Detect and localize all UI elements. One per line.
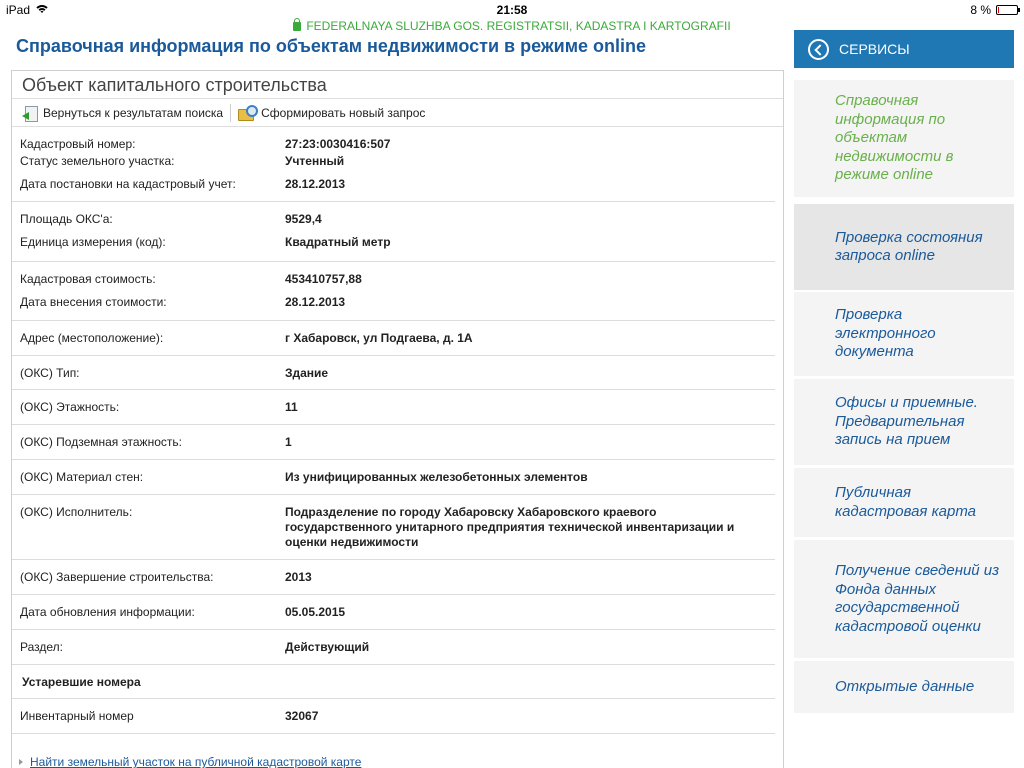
detail-row xyxy=(12,495,775,560)
new-query-label: Сформировать новый запрос xyxy=(261,105,426,120)
detail-label: (ОКС) Завершение строительства: xyxy=(20,570,214,584)
detail-label: (ОКС) Материал стен: xyxy=(20,470,144,484)
panel-toolbar xyxy=(12,99,783,127)
object-details xyxy=(12,127,783,734)
new-query-button[interactable] xyxy=(234,102,429,124)
sidebar-item-valuation-fund[interactable] xyxy=(794,540,1014,658)
detail-row xyxy=(12,699,775,734)
detail-value: Из унифицированных железобетонных элементов xyxy=(285,470,588,484)
sidebar-item-reference-info[interactable] xyxy=(794,80,1014,197)
sidebar-item-label: Получение сведений из Фонда данных государственной кадастровой оценки xyxy=(835,562,1000,635)
detail-row xyxy=(12,177,775,202)
sidebar-item-label: Публичная кадастровая карта xyxy=(835,484,977,520)
panel-heading: Объект капитального строительства xyxy=(12,71,783,99)
battery-fill xyxy=(998,7,999,13)
detail-value: Действующий xyxy=(285,640,370,654)
detail-value: Квадратный метр xyxy=(285,235,391,249)
detail-value: г Хабаровск, ул Подгаева, д. 1А xyxy=(285,331,473,345)
device-name: iPad xyxy=(6,3,31,17)
page-title: Справочная информация по объектам недвижимости в режиме online xyxy=(16,36,647,56)
detail-value: 11 xyxy=(285,400,298,414)
toolbar-divider xyxy=(230,104,231,122)
detail-value: Учтенный xyxy=(285,154,345,168)
detail-value: 453410757,88 xyxy=(285,272,362,286)
back-to-results-label: Вернуться к результатам поиска xyxy=(43,105,224,120)
detail-row xyxy=(12,262,783,295)
detail-label: (ОКС) Подземная этажность: xyxy=(20,435,182,449)
sidebar-item-request-status[interactable] xyxy=(794,204,1014,290)
detail-value: Подразделение по городу Хабаровску Хабаровского краевого государственного унитарного предприятия технической инвентаризации и оценки недвижимости xyxy=(285,505,735,549)
detail-value: 32067 xyxy=(285,709,319,723)
detail-label: (ОКС) Исполнитель: xyxy=(20,505,133,519)
detail-row xyxy=(12,390,775,425)
sidebar-item-public-map[interactable] xyxy=(794,468,1014,537)
sidebar-item-offices[interactable] xyxy=(794,379,1014,465)
detail-label: (ОКС) Тип: xyxy=(20,366,80,380)
detail-value: 28.12.2013 xyxy=(285,295,346,309)
detail-label: Кадастровый номер: xyxy=(20,137,136,151)
detail-label: Адрес (местоположение): xyxy=(20,331,164,345)
detail-label: Дата обновления информации: xyxy=(20,605,195,619)
obsolete-section xyxy=(12,665,775,699)
detail-label: Кадастровая стоимость: xyxy=(20,272,156,286)
detail-row xyxy=(12,127,783,154)
detail-value: 05.05.2015 xyxy=(285,605,346,619)
arrow-right-icon xyxy=(19,759,23,765)
lock-icon xyxy=(293,22,301,31)
detail-label: (ОКС) Этажность: xyxy=(20,400,120,414)
detail-row xyxy=(12,321,775,356)
detail-label: Инвентарный номер xyxy=(20,709,134,723)
detail-value: 2013 xyxy=(285,570,312,584)
detail-row xyxy=(12,235,775,262)
battery-percent: 8 % xyxy=(970,3,991,17)
detail-label: Площадь ОКС'а: xyxy=(20,212,113,226)
sidebar-item-open-data[interactable] xyxy=(794,661,1014,713)
detail-row xyxy=(12,630,775,665)
status-bar xyxy=(0,0,1024,20)
sidebar-item-label: Проверка электронного документа xyxy=(835,306,936,361)
public-map-link-label: Найти земельный участок на публичной кадастровой карте xyxy=(30,755,362,768)
address-text: FEDERALNAYA SLUZHBA GOS. REGISTRATSII, KADASTRA I KARTOGRAFII xyxy=(306,19,731,33)
sidebar-item-label: Открытые данные xyxy=(835,677,975,695)
public-map-link[interactable] xyxy=(19,755,361,768)
detail-row xyxy=(12,356,775,390)
detail-row xyxy=(12,425,775,460)
sidebar-item-label: Офисы и приемные. Предварительная запись на прием xyxy=(835,394,978,449)
status-time: 21:58 xyxy=(496,3,528,17)
sidebar-item-document-check[interactable] xyxy=(794,292,1014,376)
status-right xyxy=(970,3,1018,17)
detail-row xyxy=(12,202,783,235)
new-query-icon xyxy=(238,105,256,121)
detail-value: 28.12.2013 xyxy=(285,177,346,191)
services-title: СЕРВИСЫ xyxy=(839,41,910,57)
detail-value: 1 xyxy=(285,435,292,449)
detail-label: Дата постановки на кадастровый учет: xyxy=(20,177,236,191)
detail-value: 27:23:0030416:507 xyxy=(285,137,391,151)
detail-value: 9529,4 xyxy=(285,212,322,226)
detail-label: Единица измерения (код): xyxy=(20,235,166,249)
detail-row xyxy=(12,154,783,177)
back-to-results-button[interactable] xyxy=(18,102,227,124)
detail-value: Здание xyxy=(285,366,329,380)
object-panel xyxy=(11,70,784,768)
detail-row xyxy=(12,295,775,321)
detail-row xyxy=(12,595,775,630)
obsolete-title: Устаревшие номера xyxy=(22,675,141,689)
detail-label: Дата внесения стоимости: xyxy=(20,295,167,309)
services-header[interactable] xyxy=(794,30,1014,68)
detail-label: Раздел: xyxy=(20,640,63,654)
detail-label: Статус земельного участка: xyxy=(20,154,175,168)
back-circle-icon xyxy=(808,39,829,60)
sidebar-item-label: Проверка состояния запроса online xyxy=(835,228,983,264)
back-document-icon xyxy=(22,105,38,121)
sidebar-item-label: Справочная информация по объектам недвижимости в режиме online xyxy=(835,92,954,184)
battery-icon xyxy=(996,5,1018,15)
detail-row xyxy=(12,460,775,495)
detail-row xyxy=(12,560,775,595)
